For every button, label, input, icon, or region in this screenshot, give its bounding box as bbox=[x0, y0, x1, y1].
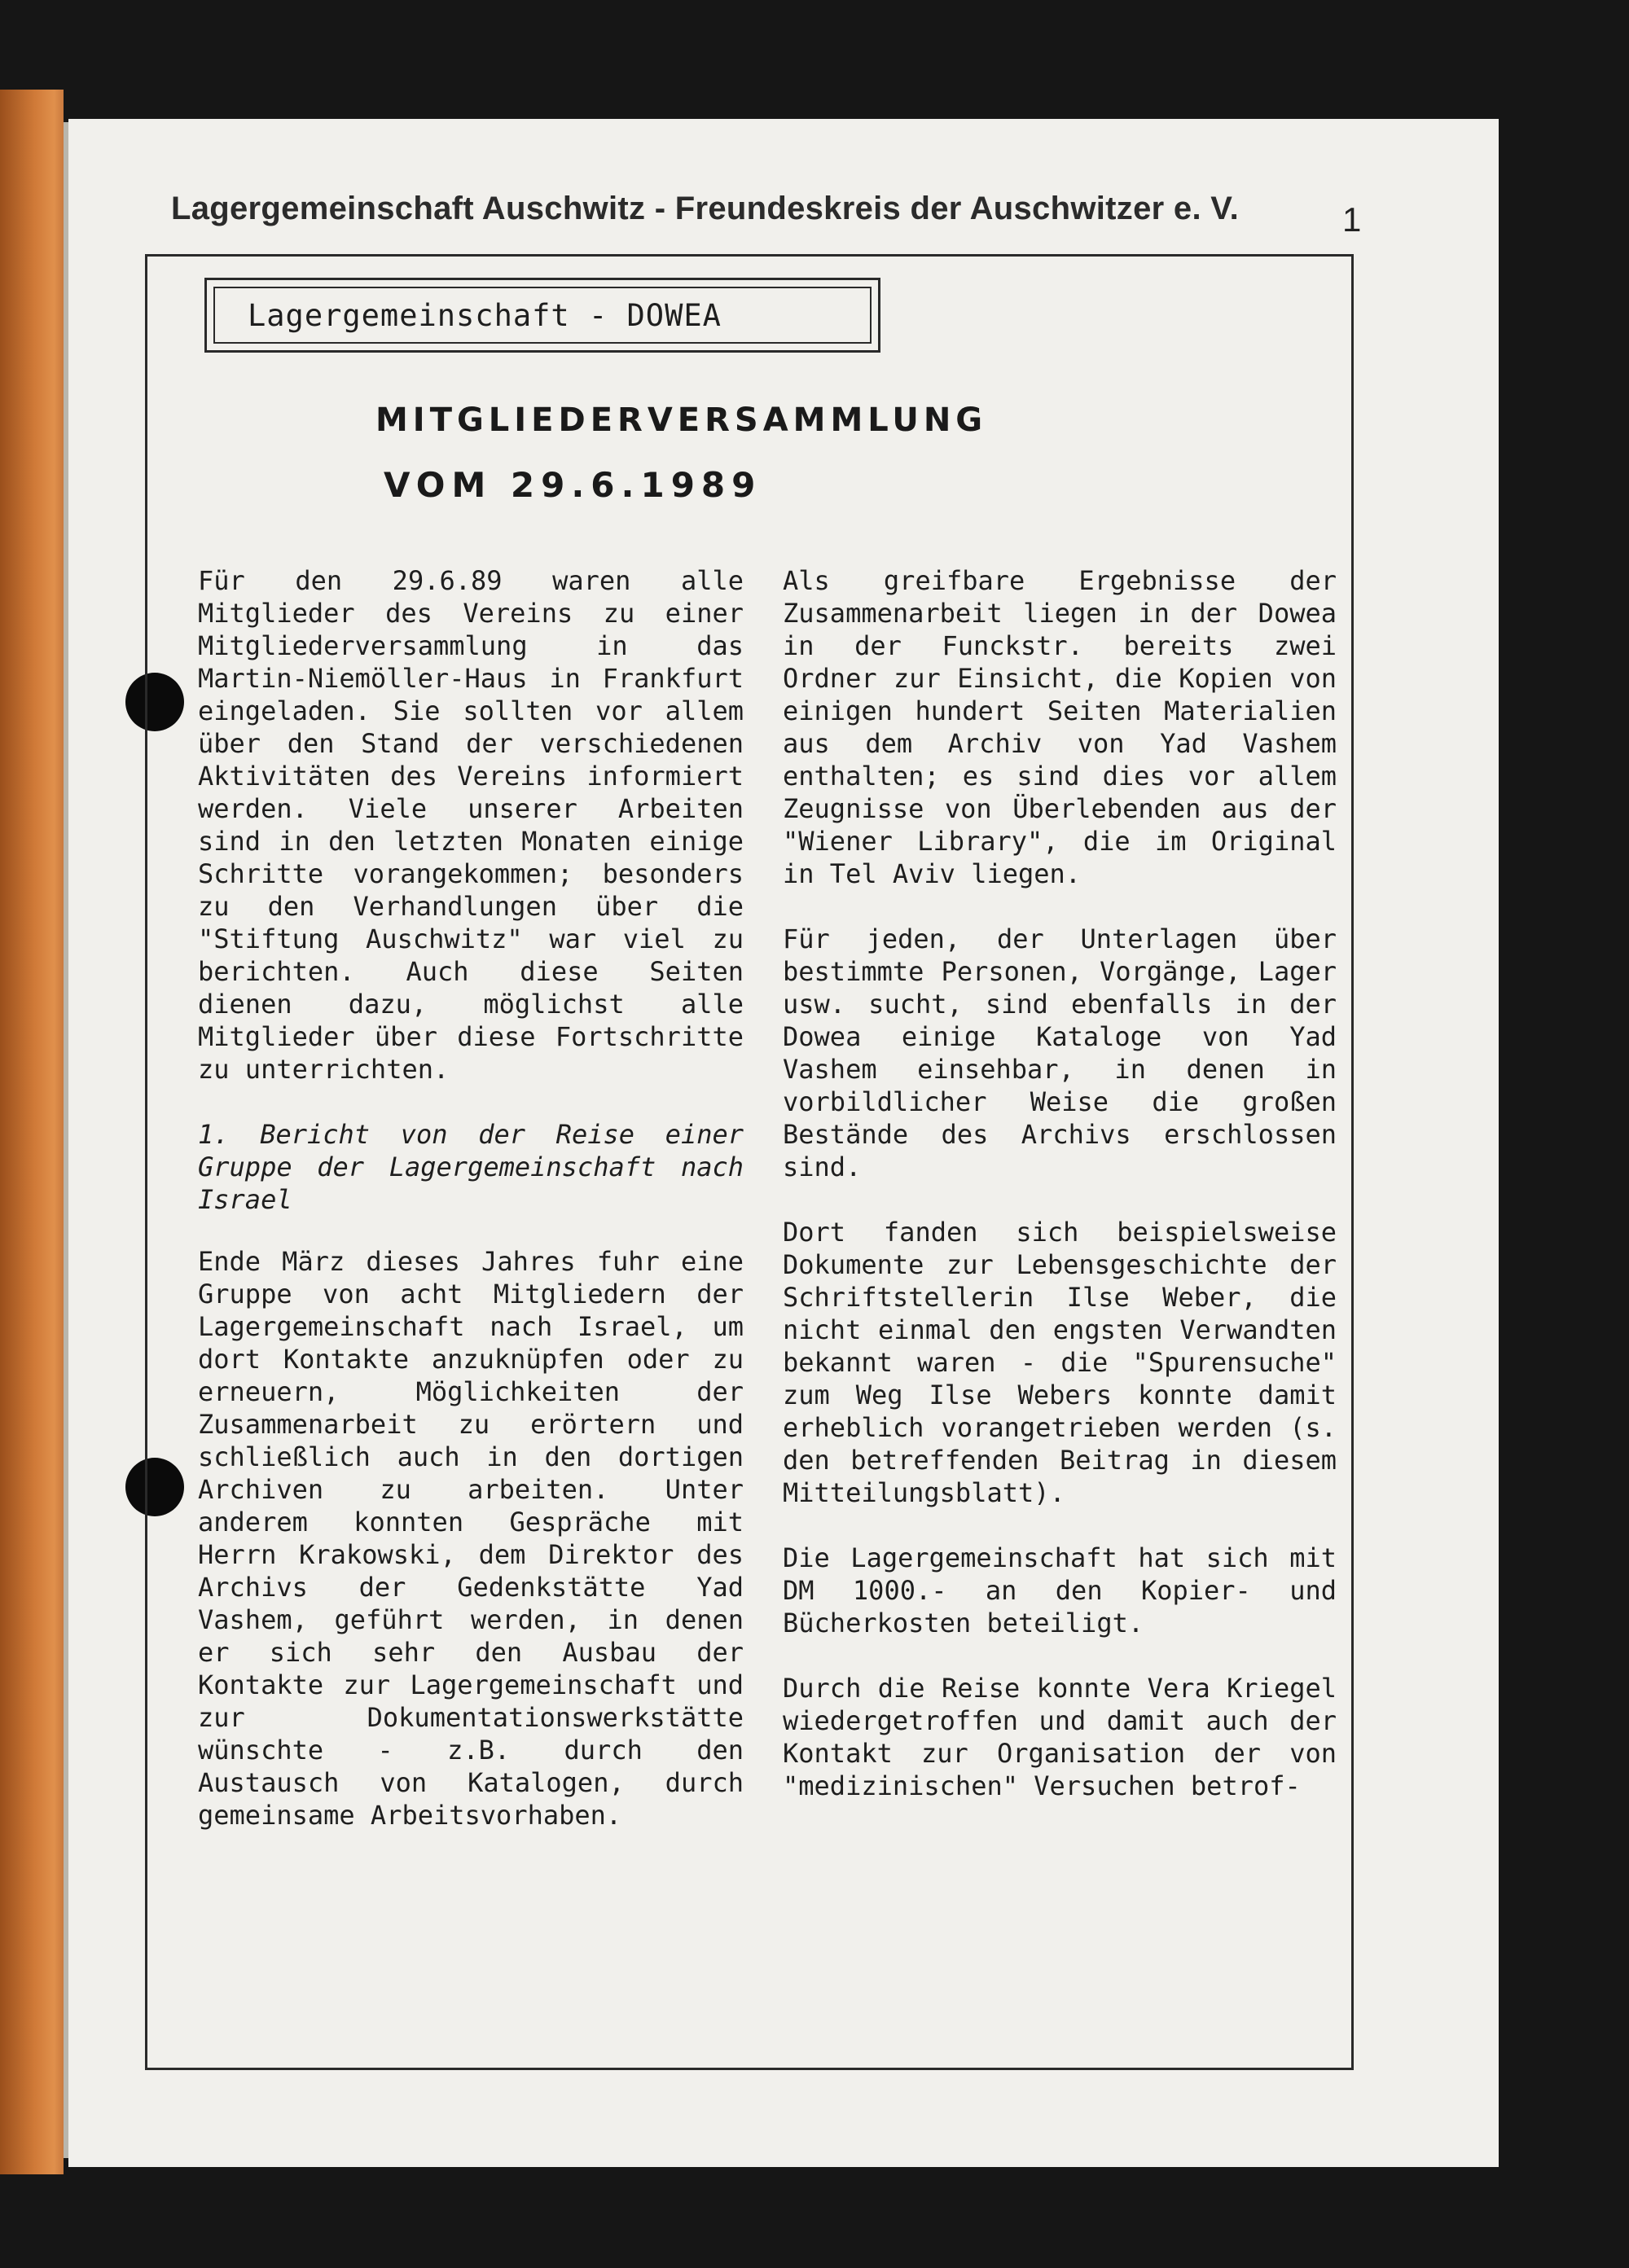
section-heading: 1. Bericht von der Reise einer Gruppe der Lagergemeinschaft nach Israel bbox=[198, 1119, 744, 1215]
right-paragraph-5: Durch die Reise konnte Vera Kriegel wiedergetroffen und damit auch der Kontakt zur Organisation der von "medizinischen" Versuchen betrof- bbox=[783, 1673, 1337, 1801]
organization-header: Lagergemeinschaft Auschwitz - Freundeskreis der Auschwitzer e. V. bbox=[171, 191, 1240, 226]
page-number: 1 bbox=[1342, 200, 1362, 239]
right-paragraph-1: Als greifbare Ergebnisse der Zusammenarbeit liegen in der Dowea in der Funckstr. bereits zwei Ordner zur Einsicht, die Kopien von einigen hundert Seiten Materialien aus dem Archiv von Yad Vashem enthalten; es sind dies vor allem Zeugnisse von Überlebenden aus der "Wiener Library", die im Original in Tel Aviv liegen. bbox=[783, 565, 1337, 889]
binder-edge bbox=[0, 90, 64, 2174]
right-paragraph-4: Die Lagergemeinschaft hat sich mit DM 1000.- an den Kopier- und Bücherkosten beteiligt. bbox=[783, 1542, 1337, 1638]
document-page bbox=[68, 119, 1499, 2167]
left-paragraph-2: Ende März dieses Jahres fuhr eine Gruppe von acht Mitgliedern der Lagergemeinschaft nach Israel, um dort Kontakte anzuknüpfen oder zu erneuern, Möglichkeiten der Zusammenarbeit zu erörtern und schließlich auch in den dortigen Archiven zu arbeiten. Unter anderem konnten Gespräche mit Herrn Krakowski, dem Direktor des Archivs der Gedenkstätte Yad Vashem, geführt werden, in denen er sich sehr den Ausbau der Kontakte zur Lagergemeinschaft und zur Dokumentationswerkstätte wünschte - z.B. durch den Austausch von Katalogen, durch gemeinsame Arbeitsvorhaben. bbox=[198, 1246, 744, 1831]
article-frame bbox=[145, 254, 1354, 2070]
title-box bbox=[204, 278, 880, 353]
main-heading: MITGLIEDERVERSAMMLUNG bbox=[375, 401, 988, 439]
right-paragraph-2: Für jeden, der Unterlagen über bestimmte Personen, Vorgänge, Lager usw. sucht, sind ebenfalls in der Dowea einige Kataloge von Yad Vashem einsehbar, in denen in vorbildlicher Weise die großen Bestände des Archivs erschlossen sind. bbox=[783, 923, 1337, 1182]
right-paragraph-3: Dort fanden sich beispielsweise Dokumente zur Lebensgeschichte der Schriftstellerin Ilse Weber, die nicht einmal den engsten Verwandten bekannt waren - die "Spurensuche" zum Weg Ilse Webers konnte damit erheblich vorangetrieben werden (s. den betreffenden Beitrag in diesem Mitteilungsblatt). bbox=[783, 1217, 1337, 1508]
title-box-label: Lagergemeinschaft - DOWEA bbox=[213, 287, 872, 344]
left-paragraph-1: Für den 29.6.89 waren alle Mitglieder des Vereins zu einer Mitgliederversammlung in das Martin-Niemöller-Haus in Frankfurt eingeladen. Sie sollten vor allem über den Stand der verschiedenen Aktivitäten des Vereins informiert werden. Viele unserer Arbeiten sind in den letzten Monaten einige Schritte vorangekommen; besonders zu den Verhandlungen über die "Stiftung Auschwitz" war viel zu berichten. Auch diese Seiten dienen dazu, möglichst alle Mitglieder über diese Fortschritte zu unterrichten. bbox=[198, 565, 744, 1085]
date-heading: VOM 29.6.1989 bbox=[384, 465, 762, 505]
left-column bbox=[198, 564, 744, 1864]
right-column bbox=[783, 564, 1337, 1835]
